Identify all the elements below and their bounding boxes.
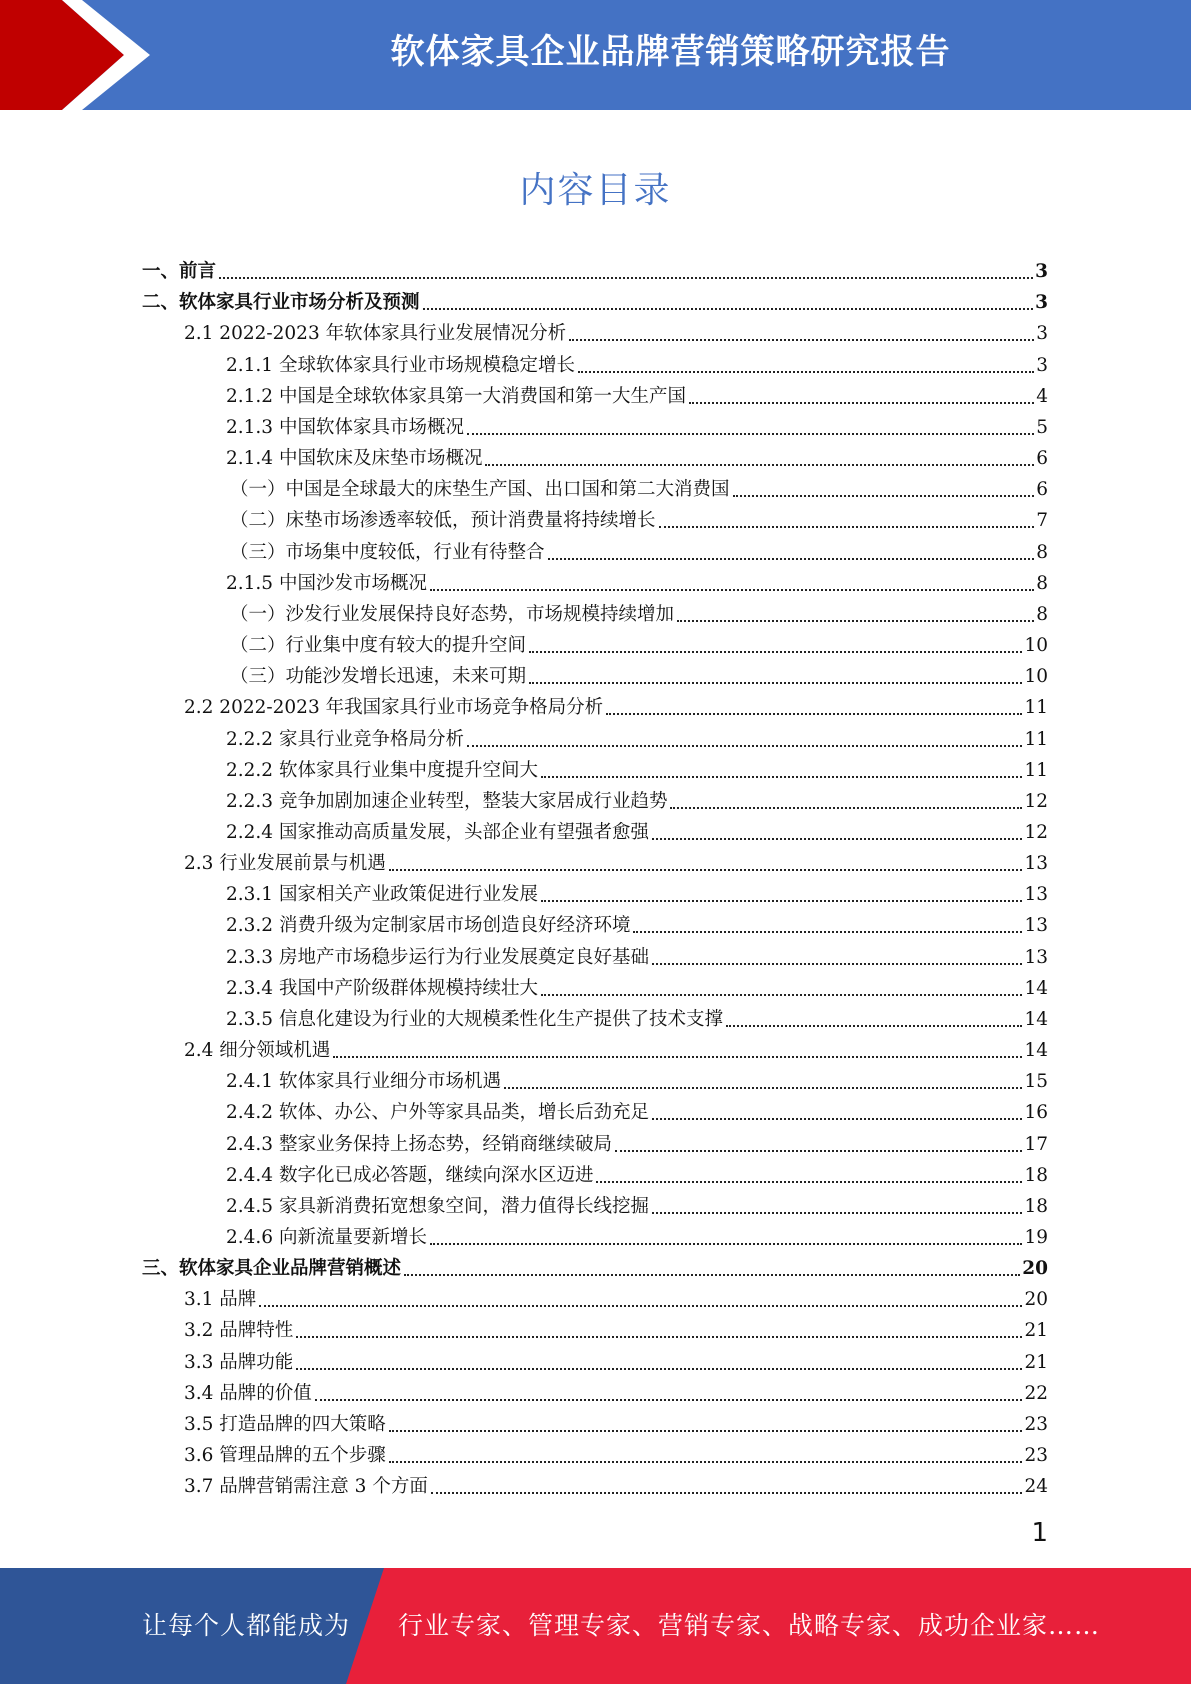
toc-entry-text: 2.1.4 中国软床及床垫市场概况 [226,448,483,470]
toc-entry-page: 23 [1024,1413,1048,1435]
toc-dot-leader [430,1243,1022,1245]
toc-dot-leader [652,1118,1022,1120]
toc-dot-leader [404,1274,1020,1276]
toc-entry-text: （一）沙发行业发展保持良好态势，市场规模持续增加 [230,603,675,625]
toc-entry-page: 7 [1036,510,1048,532]
toc-entry[interactable] [142,1344,1048,1375]
toc-entry-page: 19 [1024,1227,1048,1248]
toc-entry-page: 3 [1036,323,1048,345]
toc-entry-page: 23 [1024,1445,1048,1467]
toc-entry-text: 一、前言 [142,261,217,283]
toc-entry-page: 16 [1024,1102,1048,1124]
toc-entry-text: 3.3 品牌功能 [184,1351,294,1373]
toc-entry-page: 21 [1024,1351,1048,1373]
toc-entry-text: 3.4 品牌的价值 [184,1382,312,1404]
toc-entry[interactable] [142,784,1048,815]
toc-entry-text: 2.4.6 向新流量要新增长 [226,1227,427,1248]
toc-entry[interactable] [142,753,1048,784]
toc-entry-page: 8 [1036,572,1048,594]
toc-dot-leader [726,1025,1022,1027]
toc-entry[interactable] [142,877,1048,908]
toc-entry-page: 15 [1024,1071,1048,1093]
page-number: 1 [1031,1518,1048,1548]
toc-entry-page: 11 [1024,728,1048,750]
toc-entry[interactable] [142,1126,1048,1157]
toc-entry[interactable] [142,534,1048,565]
toc-entry[interactable] [142,908,1048,939]
toc-entry-text: 2.3.5 信息化建设为行业的大规模柔性化生产提供了技术支撑 [226,1008,723,1030]
report-title: 软体家具企业品牌营销策略研究报告 [390,32,951,72]
toc-dot-leader [548,558,1035,560]
toc-entry-text: 2.2.2 家具行业竞争格局分析 [226,728,464,750]
toc-entry-text: 2.4.2 软体、办公、户外等家具品类，增长后劲充足 [226,1102,649,1124]
toc-entry[interactable] [142,846,1048,877]
toc-dot-leader [652,963,1022,965]
toc-entry-text: （二）床垫市场渗透率较低，预计消费量将持续增长 [230,510,656,532]
toc-dot-leader [541,900,1022,902]
toc-entry[interactable] [142,1095,1048,1126]
toc-dot-leader [529,651,1022,653]
toc-entry-page: 10 [1024,635,1048,657]
toc-entry-page: 3 [1035,261,1048,283]
toc-entry[interactable] [142,316,1048,347]
toc-entry-page: 14 [1024,1040,1048,1062]
toc-dot-leader [596,1181,1022,1183]
toc-entry-text: 3.1 品牌 [184,1289,257,1311]
toc-entry-text: 二、软体家具行业市场分析及预测 [142,292,420,314]
toc-entry-text: 2.2.4 国家推动高质量发展，头部企业有望强者愈强 [226,821,649,843]
toc-entry[interactable] [142,690,1048,721]
toc-entry-text: 2.1.3 中国软体家具市场概况 [226,416,464,438]
toc-entry-page: 24 [1024,1476,1048,1498]
toc-entry[interactable] [142,1469,1048,1500]
toc-entry-text: 2.2 2022-2023 年我国家具行业市场竞争格局分析 [184,697,604,719]
toc-entry-page: 13 [1024,853,1048,875]
toc-entry-page: 20 [1022,1258,1048,1280]
toc-dot-leader [677,620,1034,622]
toc-entry-page: 3 [1035,292,1048,314]
toc-dot-leader [389,869,1023,871]
toc-dot-leader [529,682,1022,684]
toc-entry[interactable] [142,1064,1048,1095]
toc-entry[interactable] [142,971,1048,1002]
toc-dot-leader [541,994,1022,996]
toc-entry-page: 3 [1036,354,1048,376]
toc-entry[interactable] [142,379,1048,410]
toc-entry-text: 2.4.1 软体家具行业细分市场机遇 [226,1071,501,1093]
toc-entry[interactable] [142,1376,1048,1407]
toc-entry[interactable] [142,472,1048,503]
toc-entry-page: 11 [1024,697,1048,719]
toc-entry-page: 12 [1024,790,1048,812]
toc-dot-leader [389,1430,1023,1432]
toc-dot-leader [423,308,1034,310]
toc-entry-text: 2.3 行业发展前景与机遇 [184,853,386,875]
toc-dot-leader [485,464,1034,466]
toc-entry[interactable] [142,441,1048,472]
toc-dot-leader [733,495,1035,497]
toc-entry-page: 13 [1024,946,1048,968]
toc-entry-text: 2.3.3 房地产市场稳步运行为行业发展奠定良好基础 [226,946,649,968]
toc-dot-leader [389,1461,1023,1463]
toc-heading: 内容目录 [519,170,672,211]
toc-entry-text: 3.5 打造品牌的四大策略 [184,1413,386,1435]
toc-entry-text: 三、软体家具企业品牌营销概述 [142,1258,402,1280]
toc-entry[interactable] [142,1407,1048,1438]
toc-dot-leader [296,1336,1022,1338]
toc-entry-text: 2.3.4 我国中产阶级群体规模持续壮大 [226,977,538,999]
toc-entry-page: 4 [1036,385,1048,407]
toc-dot-leader [633,931,1022,933]
toc-entry-page: 8 [1036,541,1048,563]
toc-dot-leader [315,1399,1023,1401]
toc-dot-leader [659,526,1035,528]
toc-dot-leader [578,371,1034,373]
toc-entry-text: 2.3.1 国家相关产业政策促进行业发展 [226,884,538,906]
toc-entry-page: 8 [1036,603,1048,625]
toc-entry-page: 14 [1024,977,1048,999]
toc-entry-text: 2.1 2022-2023 年软体家具行业发展情况分析 [184,323,567,345]
toc-entry[interactable] [142,566,1048,597]
toc-dot-leader [259,1305,1022,1307]
toc-dot-leader [333,1056,1022,1058]
toc-dot-leader [670,807,1022,809]
toc-entry[interactable] [142,1189,1048,1220]
toc-entry-page: 17 [1024,1133,1048,1155]
toc-dot-leader [219,277,1033,279]
toc-entry-page: 6 [1036,448,1048,470]
toc-dot-leader [430,589,1034,591]
toc-entry[interactable] [142,597,1048,628]
toc-entry-text: 2.2.3 竞争加剧加速企业转型，整装大家居成行业趋势 [226,790,668,812]
toc-entry-text: （一）中国是全球最大的床垫生产国、出口国和第二大消费国 [230,479,730,501]
toc-entry-text: 3.6 管理品牌的五个步骤 [184,1445,386,1467]
toc-entry-text: 2.3.2 消费升级为定制家居市场创造良好经济环境 [226,915,631,937]
toc-entry[interactable] [142,659,1048,690]
toc-entry-page: 18 [1024,1195,1048,1217]
toc-entry-text: 2.4.4 数字化已成必答题，继续向深水区迈进 [226,1164,594,1186]
toc-entry[interactable] [142,1282,1048,1313]
toc-dot-leader [689,402,1034,404]
table-of-contents [142,254,1048,1500]
toc-entry[interactable] [142,347,1048,378]
toc-entry[interactable] [142,1251,1048,1282]
toc-entry-text: 2.4 细分领域机遇 [184,1040,331,1062]
toc-dot-leader [431,1492,1023,1494]
toc-entry-page: 12 [1024,821,1048,843]
toc-entry-text: （二）行业集中度有较大的提升空间 [230,635,527,657]
toc-dot-leader [467,745,1022,747]
page-header [0,0,1191,110]
toc-entry-text: 2.1.1 全球软体家具行业市场规模稳定增长 [226,354,575,376]
toc-entry[interactable] [142,1158,1048,1189]
toc-entry[interactable] [142,1033,1048,1064]
toc-entry[interactable] [142,254,1048,285]
toc-entry[interactable] [142,410,1048,441]
footer-slogan-right: 行业专家、管理专家、营销专家、战略专家、成功企业家…… [398,1611,1101,1640]
toc-entry[interactable] [142,939,1048,970]
toc-entry-page: 14 [1024,1008,1048,1030]
toc-dot-leader [541,776,1022,778]
toc-entry-page: 22 [1024,1382,1048,1404]
toc-entry[interactable] [142,815,1048,846]
toc-entry-text: 3.2 品牌特性 [184,1320,294,1342]
toc-entry-page: 5 [1036,416,1048,438]
toc-entry-page: 11 [1024,759,1048,781]
toc-dot-leader [569,339,1034,341]
toc-entry-text: 2.1.5 中国沙发市场概况 [226,572,427,594]
toc-entry-text: （三）功能沙发增长迅速，未来可期 [230,666,527,688]
toc-entry[interactable] [142,1002,1048,1033]
toc-entry-page: 6 [1036,479,1048,501]
toc-entry-text: 2.1.2 中国是全球软体家具第一大消费国和第一大生产国 [226,385,686,407]
toc-dot-leader [652,1212,1022,1214]
toc-entry[interactable] [142,628,1048,659]
toc-entry[interactable] [142,503,1048,534]
toc-entry-page: 21 [1024,1320,1048,1342]
toc-entry-page: 13 [1024,884,1048,906]
toc-entry-text: 2.4.5 家具新消费拓宽想象空间，潜力值得长线挖掘 [226,1195,649,1217]
toc-entry-text: （三）市场集中度较低，行业有待整合 [230,541,545,563]
toc-entry[interactable] [142,1438,1048,1469]
toc-entry[interactable] [142,1220,1048,1251]
toc-dot-leader [615,1150,1022,1152]
toc-entry-page: 13 [1024,915,1048,937]
toc-dot-leader [606,713,1022,715]
toc-entry[interactable] [142,1313,1048,1344]
toc-dot-leader [467,433,1034,435]
toc-entry-text: 3.7 品牌营销需注意 3 个方面 [184,1476,428,1498]
toc-entry-page: 10 [1024,666,1048,688]
toc-entry-text: 2.2.2 软体家具行业集中度提升空间大 [226,759,538,781]
toc-entry-page: 20 [1024,1289,1048,1311]
toc-dot-leader [504,1087,1022,1089]
toc-entry-page: 18 [1024,1164,1048,1186]
toc-entry[interactable] [142,285,1048,316]
footer-slogan-left: 让每个人都能成为 [142,1611,351,1640]
toc-entry[interactable] [142,721,1048,752]
toc-entry-text: 2.4.3 整家业务保持上扬态势，经销商继续破局 [226,1133,612,1155]
toc-dot-leader [652,838,1022,840]
toc-dot-leader [296,1368,1022,1370]
page-footer [0,1568,1191,1684]
